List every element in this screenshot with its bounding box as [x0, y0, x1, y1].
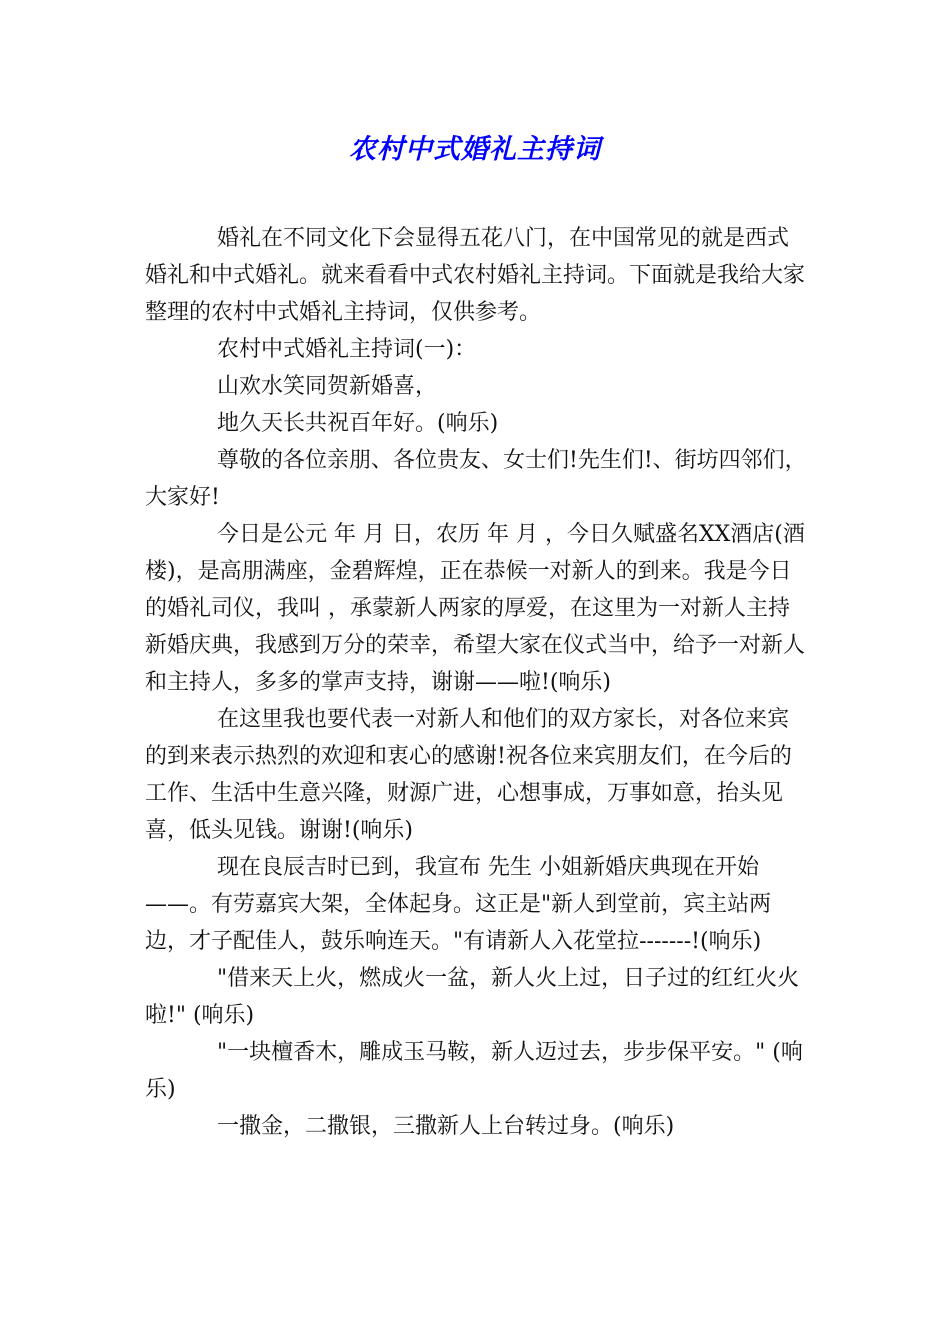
- paragraph-section-heading: 农村中式婚礼主持词(一)：: [217, 337, 477, 362]
- document-body: [145, 220, 810, 1145]
- paragraph-fire-basin: "借来天上火，燃成火一盆，新人火上过，日子过的红红火火啦!" (响乐): [145, 966, 800, 1028]
- document-title: 农村中式婚礼主持词: [349, 134, 601, 165]
- paragraph-greeting: 尊敬的各位亲朋、各位贵友、女士们!先生们!、街坊四邻们，大家好!: [145, 448, 807, 510]
- paragraph-couplet-line-2: 地久天长共祝百年好。(响乐): [217, 411, 499, 436]
- paragraph-couplet-line-1: 山欢水笑同贺新婚喜，: [217, 374, 438, 399]
- paragraph-intro: 婚礼在不同文化下会显得五花八门，在中国常见的就是西式婚礼和中式婚礼。就来看看中式农村婚礼主持词。下面就是我给大家整理的农村中式婚礼主持词，仅供参考。: [145, 226, 806, 325]
- paragraph-opening: 今日是公元 年 月 日，农历 年 月 ，今日久赋盛名XX酒店(酒楼)，是高朋满座，金碧辉煌，正在恭候一对新人的到来。我是今日的婚礼司仪，我叫 ，承蒙新人两家的厚爱，在这里为一对新人主持新婚庆典，我感到万分的荣幸，希望大家在仪式当中，给予一对新人和主持人，多多的掌声支持，谢谢——啦!(响乐): [145, 522, 806, 695]
- paragraph-thanks: 在这里我也要代表一对新人和他们的双方家长，对各位来宾的到来表示热烈的欢迎和衷心的感谢!祝各位来宾朋友们，在今后的工作、生活中生意兴隆，财源广进，心想事成，万事如意，抬头见喜，低头见钱。谢谢!(响乐): [145, 707, 792, 843]
- paragraph-saddle: "一块檀香木，雕成玉马鞍，新人迈过去，步步保平安。" (响乐): [145, 1040, 803, 1102]
- paragraph-ceremony-start: 现在良辰吉时已到，我宣布 先生 小姐新婚庆典现在开始——。有劳嘉宾大架，全体起身。这正是"新人到堂前，宾主站两边，才子配佳人，鼓乐响连天。"有请新人入花堂拉-------!(响乐): [145, 855, 772, 954]
- paragraph-scatter: 一撒金，二撒银，三撒新人上台转过身。(响乐): [217, 1114, 675, 1139]
